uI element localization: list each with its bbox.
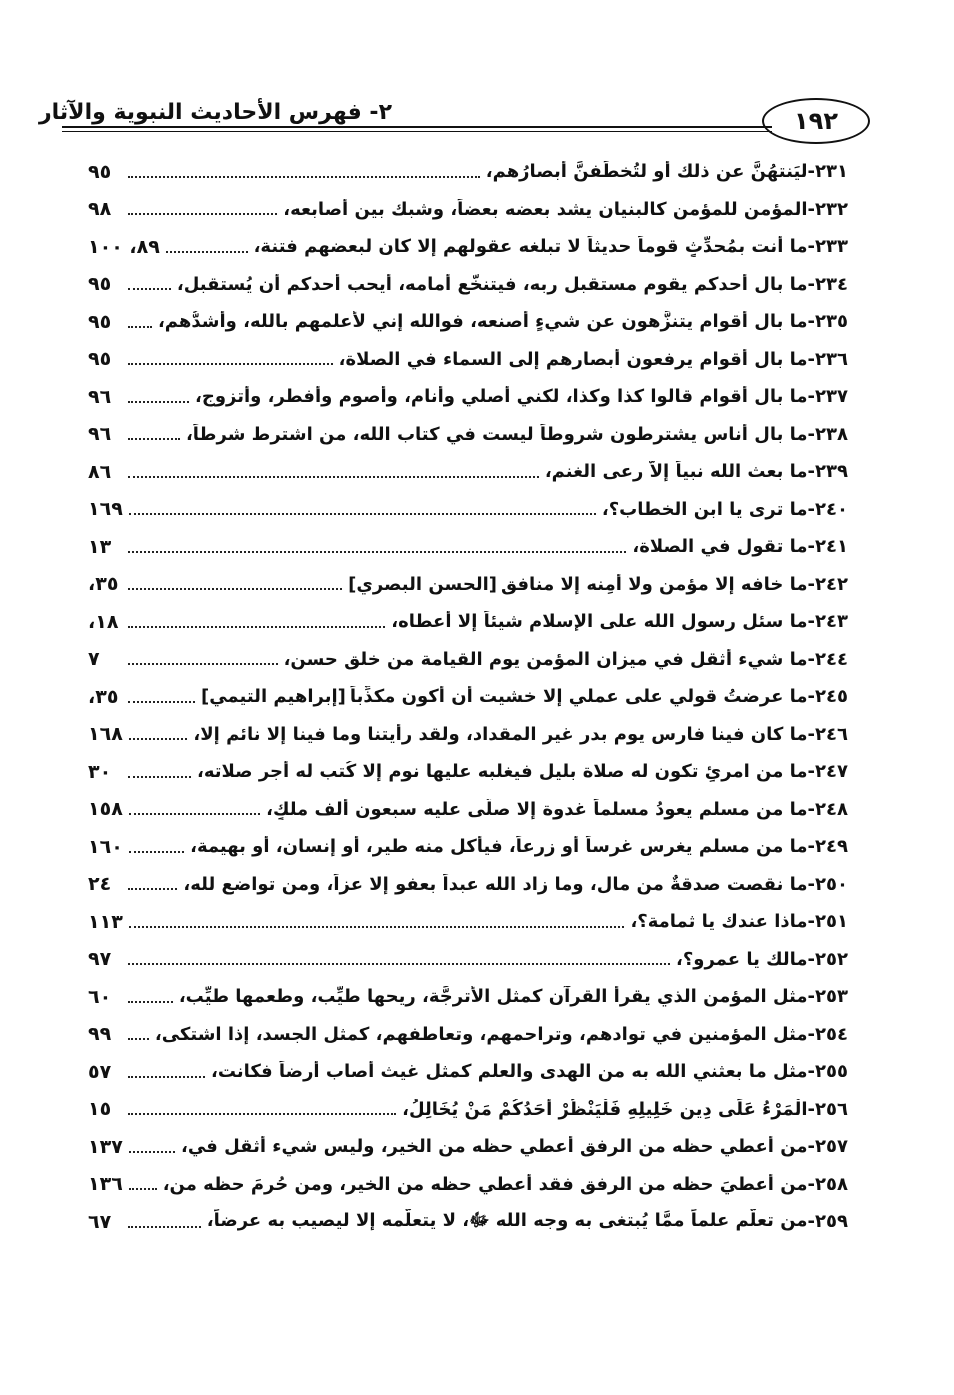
entry-text: ما بال أناسٍ يشترطون شروطاً ليست في كتاب الله، من اشترط شرطاً، — [185, 423, 808, 445]
entry-page-ref: ٥٧ — [88, 1060, 112, 1083]
section-title: ٢- فهرس الأحاديث النبوية والآثار — [39, 100, 392, 125]
dot-leader — [128, 963, 670, 965]
dot-leader — [128, 1001, 173, 1003]
entry-text: ما كان فينا فارس يوم بدرٍ غير المقداد، ولقد رأيتنا وما فينا إلا نائم إلا، — [193, 723, 808, 745]
entry-text: ما بال أقوام يرفعون أبصارهم إلى السماء في الصلاة، — [338, 348, 808, 370]
entry-number: ٢٤٩- — [807, 836, 848, 858]
dot-leader — [129, 513, 596, 515]
entry-page-ref: ٨٦ — [88, 460, 112, 483]
dot-leader — [128, 288, 171, 290]
entry-number: ٢٤٥- — [807, 686, 848, 708]
entry-text: ما بعث الله نبياً إلاَّ رعى الغنم، — [544, 461, 808, 483]
entry-page-ref: ٨٩، ١٠٠ — [88, 235, 160, 258]
entry-text: الْمَرْءُ عَلَى دِينِ خَلِيلِهِ فَلْيَنْظُرْ أَحَدُكُمْ مَنْ يُخَالِلُ، — [402, 1098, 808, 1120]
entry-page-ref: ٣٥، — [88, 573, 119, 596]
entry-page-ref: ٩٥ — [88, 273, 112, 296]
entry-page-ref: ١٥٨ — [88, 798, 123, 821]
entry-page-ref: ٩٩ — [88, 1023, 112, 1046]
entry-text: ما بال أقوام يتنزَّهون عن شيءٍ أصنعه، فوالله إني لأعلمهم بالله، وأشدُّهم، — [157, 311, 808, 333]
index-entry — [88, 266, 848, 304]
entry-page-ref: ١٨، — [88, 610, 119, 633]
dot-leader — [128, 551, 626, 553]
index-entry — [88, 903, 848, 941]
dot-leader — [129, 1188, 157, 1190]
entry-number: ٢٥٠- — [807, 873, 848, 895]
page-header — [39, 90, 862, 146]
entry-number: ٢٤٤- — [807, 648, 848, 670]
dot-leader — [128, 326, 152, 328]
index-entry — [88, 941, 848, 979]
dot-leader — [129, 1151, 175, 1153]
index-entry — [88, 641, 848, 679]
entry-text: ما نقصت صدقةٌ من مال، وما زاد الله عبداً بعفوٍ إلا عزاً، ومن تواضع لله، — [183, 873, 808, 895]
entry-number: ٢٥٤- — [807, 1023, 848, 1045]
index-entry — [88, 1128, 848, 1166]
index-entry — [88, 228, 848, 266]
index-entry — [88, 603, 848, 641]
entry-page-ref: ١٣٧ — [88, 1135, 123, 1158]
entry-page-ref: ٦٧ — [88, 1210, 112, 1233]
index-entry — [88, 1166, 848, 1204]
entry-number: ٢٤١- — [807, 536, 848, 558]
entry-text: مثل ما بعثني الله به من الهدى والعلم كمثل غيث أصاب أرضاً فكانت، — [210, 1061, 808, 1083]
entry-number: ٢٣٣- — [807, 236, 848, 258]
entry-text: المؤمن للمؤمن كالبنيان يشد بعضه بعضاً، وشبك بين أصابعه، — [283, 198, 808, 220]
dot-leader — [128, 213, 277, 215]
entry-text: ما تقول في الصلاة، — [632, 536, 808, 558]
dot-leader — [128, 438, 180, 440]
index-entry — [88, 153, 848, 191]
entry-text: ليَنتهُنَّ عن ذلك أو لتُخطَفنَّ أبصارُهم، — [485, 161, 808, 183]
dot-leader — [128, 363, 333, 365]
index-entry — [88, 341, 848, 379]
dot-leader — [128, 176, 480, 178]
entry-number: ٢٣٤- — [807, 273, 848, 295]
index-entry — [88, 1016, 848, 1054]
index-entry — [88, 716, 848, 754]
entry-number: ٢٤٣- — [807, 611, 848, 633]
index-entry — [88, 191, 848, 229]
hadith-index-list — [88, 153, 848, 1241]
index-entry — [88, 303, 848, 341]
entry-number: ٢٤٨- — [807, 798, 848, 820]
entry-text: ما شيء أثقل في ميزان المؤمن يوم القيامة من خلق حسن، — [283, 648, 808, 670]
entry-page-ref: ٢٤ — [88, 873, 112, 896]
entry-text: ما من مسلم يغرس غرساً أو زرعاً، فيأكل منه طير، أو إنسان، أو بهيمة، — [190, 836, 808, 858]
dot-leader — [129, 851, 184, 853]
entry-number: ٢٣٥- — [807, 311, 848, 333]
entry-number: ٢٤٢- — [807, 573, 848, 595]
entry-number: ٢٣٧- — [807, 386, 848, 408]
dot-leader — [128, 888, 177, 890]
entry-text: ما بال أقوام قالوا كذا وكذا، لكني أصلي وأنام، وأصوم وأفطر، وأتزوج، — [195, 386, 808, 408]
index-entry — [88, 1053, 848, 1091]
dot-leader — [166, 251, 248, 253]
entry-text: مثل المؤمن الذي يقرأ القرآن كمثل الأُترجَّة، ريحها طيِّب، وطعمها طيِّب، — [178, 986, 808, 1008]
dot-leader — [128, 1076, 205, 1078]
entry-text: مالك يا عمرو؟، — [676, 948, 808, 970]
index-entry — [88, 978, 848, 1016]
dot-leader — [129, 738, 188, 740]
entry-page-ref: ١٦٨ — [88, 723, 123, 746]
entry-page-ref: ٩٥ — [88, 160, 112, 183]
entry-page-ref: ١٣ — [88, 535, 112, 558]
entry-page-ref: ١٥ — [88, 1098, 112, 1121]
index-entry — [88, 566, 848, 604]
entry-page-ref: ٩٦ — [88, 423, 112, 446]
page-number: ١٩٢ — [762, 98, 870, 144]
header-rule — [62, 126, 772, 128]
index-entry — [88, 491, 848, 529]
entry-number: ٢٥٧- — [807, 1136, 848, 1158]
entry-number: ٢٣١- — [807, 161, 848, 183]
entry-number: ٢٣٨- — [807, 423, 848, 445]
dot-leader — [128, 588, 342, 590]
dot-leader — [128, 1113, 396, 1115]
dot-leader — [128, 701, 195, 703]
dot-leader — [128, 776, 191, 778]
entry-number: ٢٥٣- — [807, 986, 848, 1008]
entry-number: ٢٥١- — [807, 911, 848, 933]
entry-page-ref: ٧ — [88, 648, 100, 671]
dot-leader — [129, 926, 625, 928]
entry-page-ref: ٩٦ — [88, 385, 112, 408]
entry-page-ref: ٩٨ — [88, 198, 112, 221]
entry-text: ما بال أحدكم يقوم مستقبل ربه، فيتنخَّع أمامه، أيحب أحدكم أن يُستقبل، — [176, 273, 808, 295]
entry-text: ما عرضتُ قولي على عملي إلا خشيت أن أكون مكذِّباً — [349, 686, 808, 708]
entry-number: ٢٥٥- — [807, 1061, 848, 1083]
dot-leader — [128, 401, 189, 403]
entry-text: ما من مسلم يعودُ مسلماً غدوة إلا صلَّى عليه سبعون ألف ملكٍ، — [266, 798, 808, 820]
entry-page-ref: ١٦٩ — [88, 498, 123, 521]
entry-text: من أُعطيَ حظه من الرفق فقد أعطي حظه من الخير، ومن حُرمَ حظه من، — [162, 1173, 808, 1195]
index-entry — [88, 1203, 848, 1241]
entry-text: من أُعطي حظه من الرفق أعطي حظه من الخير، وليس شيء أثقل في، — [180, 1136, 808, 1158]
index-entry — [88, 866, 848, 904]
dot-leader — [128, 626, 385, 628]
entry-page-ref: ١٦٠ — [88, 835, 123, 858]
index-entry — [88, 791, 848, 829]
entry-page-ref: ٩٥ — [88, 310, 112, 333]
entry-page-ref: ٣٠ — [88, 760, 112, 783]
index-entry — [88, 528, 848, 566]
entry-number: ٢٣٢- — [807, 198, 848, 220]
entry-text: من تعلَّم علماً ممَّا يُبتغى به وجه الله ﷻ، لا يتعلَّمه إلا ليصيب به عرضاً، — [206, 1209, 808, 1231]
entry-text: ما خافه إلا مؤمن ولا أمِنه إلا منافق — [500, 573, 808, 595]
entry-page-ref: ١١٣ — [88, 910, 123, 933]
entry-page-ref: ٣٥، — [88, 685, 119, 708]
entry-number: ٢٥٢- — [807, 948, 848, 970]
entry-number: ٢٤٧- — [807, 761, 848, 783]
dot-leader — [128, 1038, 149, 1040]
entry-text: مثل المؤمنين في توادهم، وتراحمهم، وتعاطفهم، كمثل الجسد، إذا اشتكى، — [154, 1023, 808, 1045]
entry-number: ٢٤٦- — [807, 723, 848, 745]
entry-page-ref: ٦٠ — [88, 985, 112, 1008]
dot-leader — [129, 813, 260, 815]
entry-number: ٢٣٦- — [807, 348, 848, 370]
entry-source: [الحسن البصري] — [348, 573, 497, 595]
entry-text: ما من امرئٍ تكون له صلاة بليل فيغلبه عليها نوم إلا كُتب له أجر صلاته، — [196, 761, 808, 783]
header-rule-thin — [62, 131, 772, 132]
entry-number: ٢٤٠- — [807, 498, 848, 520]
entry-page-ref: ٩٧ — [88, 948, 112, 971]
index-entry — [88, 378, 848, 416]
index-entry — [88, 678, 848, 716]
dot-leader — [128, 1226, 201, 1228]
entry-text: ما أنت بمُحدِّثٍ قوماً حديثاً لا تبلغه عقولهم إلا كان لبعضهم فتنة، — [253, 236, 808, 258]
index-entry — [88, 828, 848, 866]
index-entry — [88, 1091, 848, 1129]
entry-text: ما ترى يا ابن الخطاب؟، — [601, 498, 808, 520]
index-entry — [88, 453, 848, 491]
entry-number: ٢٥٨- — [807, 1173, 848, 1195]
entry-text: ما سئل رسول الله على الإسلام شيئاً إلا أعطاه، — [391, 611, 808, 633]
index-entry — [88, 416, 848, 454]
entry-number: ٢٥٩- — [807, 1211, 848, 1233]
entry-page-ref: ١٣٦ — [88, 1173, 123, 1196]
dot-leader — [128, 663, 278, 665]
dot-leader — [128, 476, 539, 478]
entry-number: ٢٣٩- — [807, 461, 848, 483]
index-entry — [88, 753, 848, 791]
entry-text: ماذا عندك يا ثمامة؟، — [630, 911, 808, 933]
entry-number: ٢٥٦- — [807, 1098, 848, 1120]
entry-page-ref: ٩٥ — [88, 348, 112, 371]
entry-source: [إبراهيم التيمي] — [200, 686, 346, 708]
